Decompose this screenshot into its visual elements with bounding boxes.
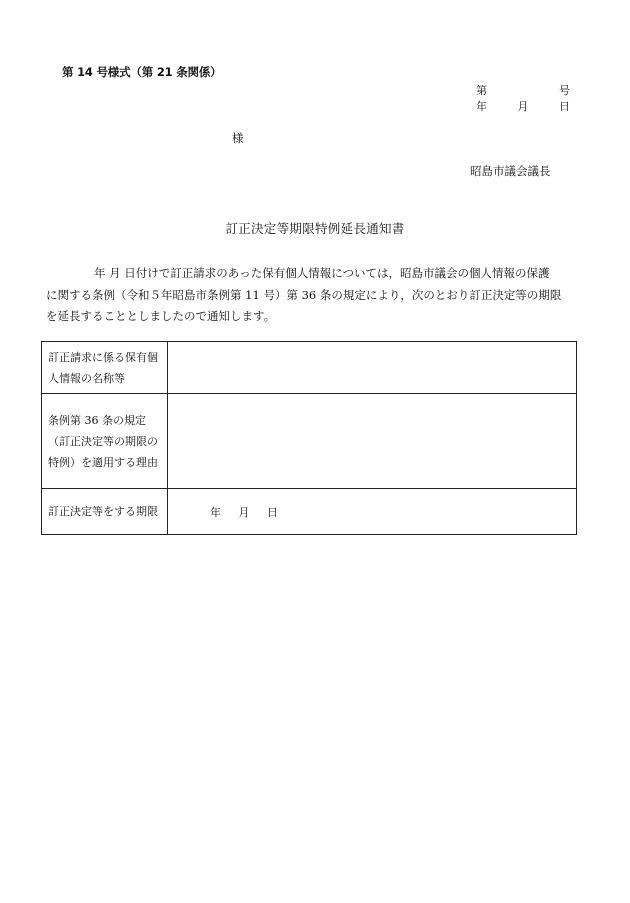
body-line-3: を延長することとしましたので通知します。: [46, 309, 276, 323]
doc-date-day: 日: [559, 100, 570, 113]
addressee: 様: [232, 131, 244, 145]
info-table: [41, 341, 577, 535]
doc-number-prefix: 第: [476, 84, 487, 97]
sender: 昭島市議会議長: [470, 164, 551, 178]
table-row: [42, 489, 577, 535]
doc-number-suffix: 号: [559, 84, 570, 97]
document-number: [476, 82, 570, 98]
body-line-2: に関する条例（令和５年昭島市条例第 11 号）第 36 条の規定により，次のとおり訂正決定等の期限: [46, 287, 562, 302]
row-label-information-name: 訂正請求に係る保有個人情報の名称等: [42, 342, 168, 394]
row-value-reason: [168, 394, 577, 489]
body-text: [46, 263, 581, 328]
deadline-year: 年: [210, 505, 221, 519]
row-label-reason: 条例第 36 条の規定（訂正決定等の期限の特例）を適用する理由: [42, 394, 168, 489]
deadline-day: 日: [267, 505, 278, 519]
doc-date-year: 年: [476, 100, 487, 113]
table-row: [42, 394, 577, 489]
form-number: 第 14 号様式（第 21 条関係）: [62, 65, 222, 79]
document-date: [476, 98, 570, 114]
row-value-deadline: [168, 489, 577, 535]
row-value-information-name: [168, 342, 577, 394]
table-row: [42, 342, 577, 394]
body-line-1: 年 月 日付けで訂正請求のあった保有個人情報については，昭島市議会の個人情報の保護: [94, 266, 550, 280]
deadline-month: 月: [238, 505, 250, 519]
row-label-deadline: 訂正決定等をする期限: [42, 489, 168, 535]
deadline-date: [210, 504, 278, 520]
document-title: 訂正決定等期限特例延長通知書: [225, 221, 405, 236]
doc-date-month: 月: [517, 100, 529, 113]
